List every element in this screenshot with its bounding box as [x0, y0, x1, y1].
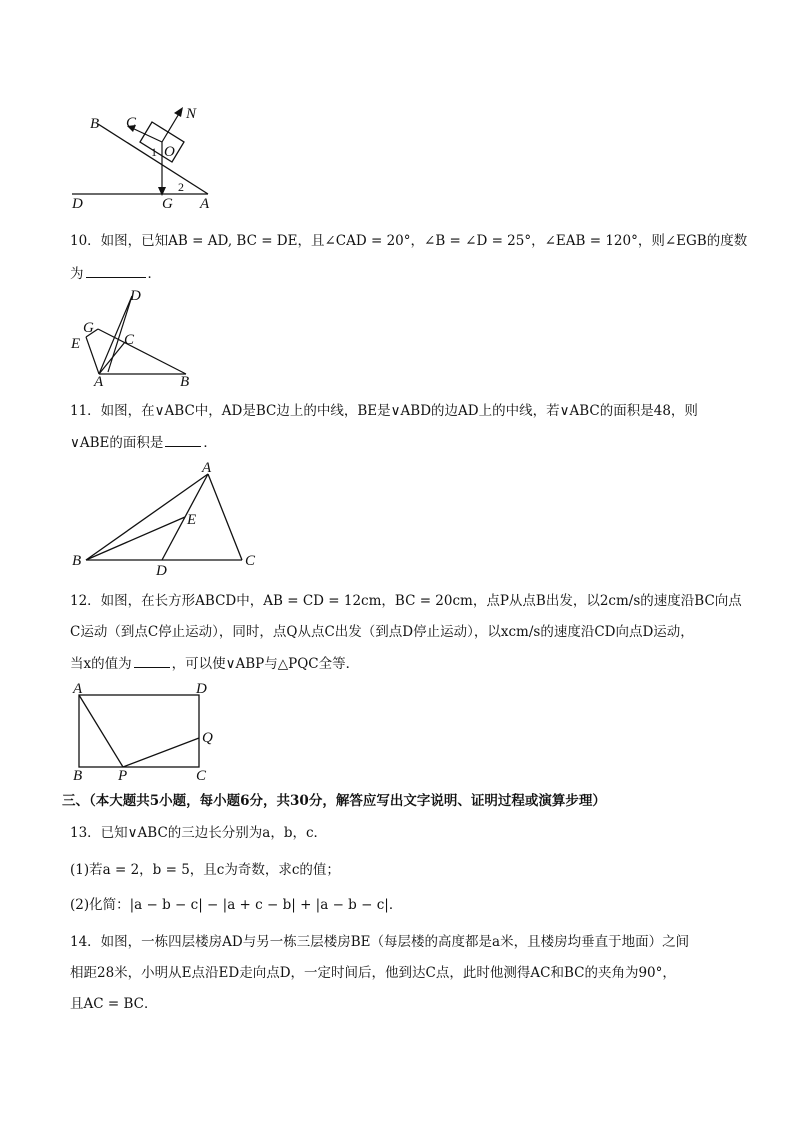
label-B: B: [73, 768, 83, 784]
label-C: C: [245, 553, 256, 569]
label-A: A: [200, 196, 210, 212]
figure-q12: [68, 680, 228, 784]
label-C: C: [126, 115, 137, 131]
q14-line2: 相距28米，小明从E点沿ED走向点D，一定时间后，他到达C点，此时他测得AC和BC的夹角为90°，: [70, 965, 676, 981]
label-D: D: [156, 563, 167, 579]
q11-line1: 11．如图，在∨ABC中，AD是BC边上的中线，BE是∨ABD的边AD上的中线，若∨ABC的面积是48，则: [70, 403, 698, 419]
q10-suffix: ．: [147, 266, 161, 282]
figure-inclined-plane: [60, 100, 230, 210]
q12-prefix: 当x的值为: [70, 656, 132, 672]
label-C: C: [124, 332, 135, 348]
section-3-title: 三、（本大题共5小题，每小题6分，共30分，解答应写出文字说明、证明过程或演算步理）: [62, 793, 606, 809]
q10-line2: [70, 263, 161, 284]
q12-suffix: ，可以使∨ABP与△PQC全等．: [171, 656, 360, 672]
rectangle-ABCD: [79, 695, 199, 767]
q13-line1: 13．已知∨ABC的三边长分别为a，b，c．: [70, 825, 328, 841]
label-B: B: [180, 374, 190, 390]
q13-part2: (2)化简：|a − b − c| − |a + c − b| + |a − b − c|．: [70, 897, 403, 913]
label-C: C: [196, 768, 207, 784]
q10-line1: 10．如图，已知AB = AD, BC = DE，且∠CAD = 20°，∠B = ∠D = 25°，∠EAB = 120°，则∠EGB的度数: [70, 233, 748, 249]
figure-q11: [68, 458, 268, 578]
segment-AP: [79, 695, 123, 767]
label-A: A: [94, 374, 104, 390]
q11-suffix: ．: [203, 435, 217, 451]
label-angle-2: 2: [178, 180, 184, 194]
q12-answer-blank[interactable]: [134, 653, 170, 668]
label-angle-1: 1: [151, 145, 157, 159]
label-G: G: [83, 320, 94, 336]
label-O: O: [164, 144, 175, 160]
incline-line-ba: [98, 124, 208, 194]
q11-line2: [70, 432, 217, 453]
q14-line1: 14．如图，一栋四层楼房AD与另一栋三层楼房BE（每层楼的高度都是a米，且楼房均垂直于地面）之间: [70, 934, 690, 950]
normal-arrowhead: [174, 107, 183, 117]
q12-line1: 12．如图，在长方形ABCD中，AB = CD = 12cm，BC = 20cm，点P从点B出发，以2cm/s的速度沿BC向点: [70, 593, 742, 609]
label-N: N: [186, 106, 197, 122]
label-G: G: [162, 196, 173, 212]
q11-prefix: ∨ABE的面积是: [70, 435, 164, 451]
segment-GB: [98, 329, 186, 374]
label-A: A: [73, 681, 83, 697]
label-D: D: [130, 288, 141, 304]
segment-EA: [86, 337, 99, 374]
label-P: P: [118, 768, 128, 784]
label-D: D: [196, 681, 207, 697]
q12-line2: C运动（到点C停止运动），同时，点Q从点C出发（到点D停止运动），以xcm/s的速度沿CD向点D运动，: [70, 624, 694, 640]
label-E: E: [71, 336, 81, 352]
q13-part1: (1)若a = 2，b = 5，且c为奇数，求c的值；: [70, 862, 340, 878]
label-B: B: [90, 116, 100, 132]
segment-BE: [86, 517, 185, 560]
q10-answer-blank[interactable]: [86, 263, 146, 278]
figure-q10: [68, 286, 198, 388]
segment-AC: [208, 474, 242, 560]
segment-AC: [99, 342, 125, 374]
label-E: E: [187, 512, 197, 528]
segment-PQ: [123, 738, 199, 767]
label-B: B: [72, 553, 82, 569]
label-D: D: [72, 196, 83, 212]
q11-answer-blank[interactable]: [165, 432, 201, 447]
label-Q: Q: [202, 730, 213, 746]
q14-line3: 且AC = BC．: [70, 996, 158, 1012]
q10-prefix: 为: [70, 266, 84, 282]
q12-line3: [70, 653, 359, 674]
label-A: A: [202, 460, 212, 476]
